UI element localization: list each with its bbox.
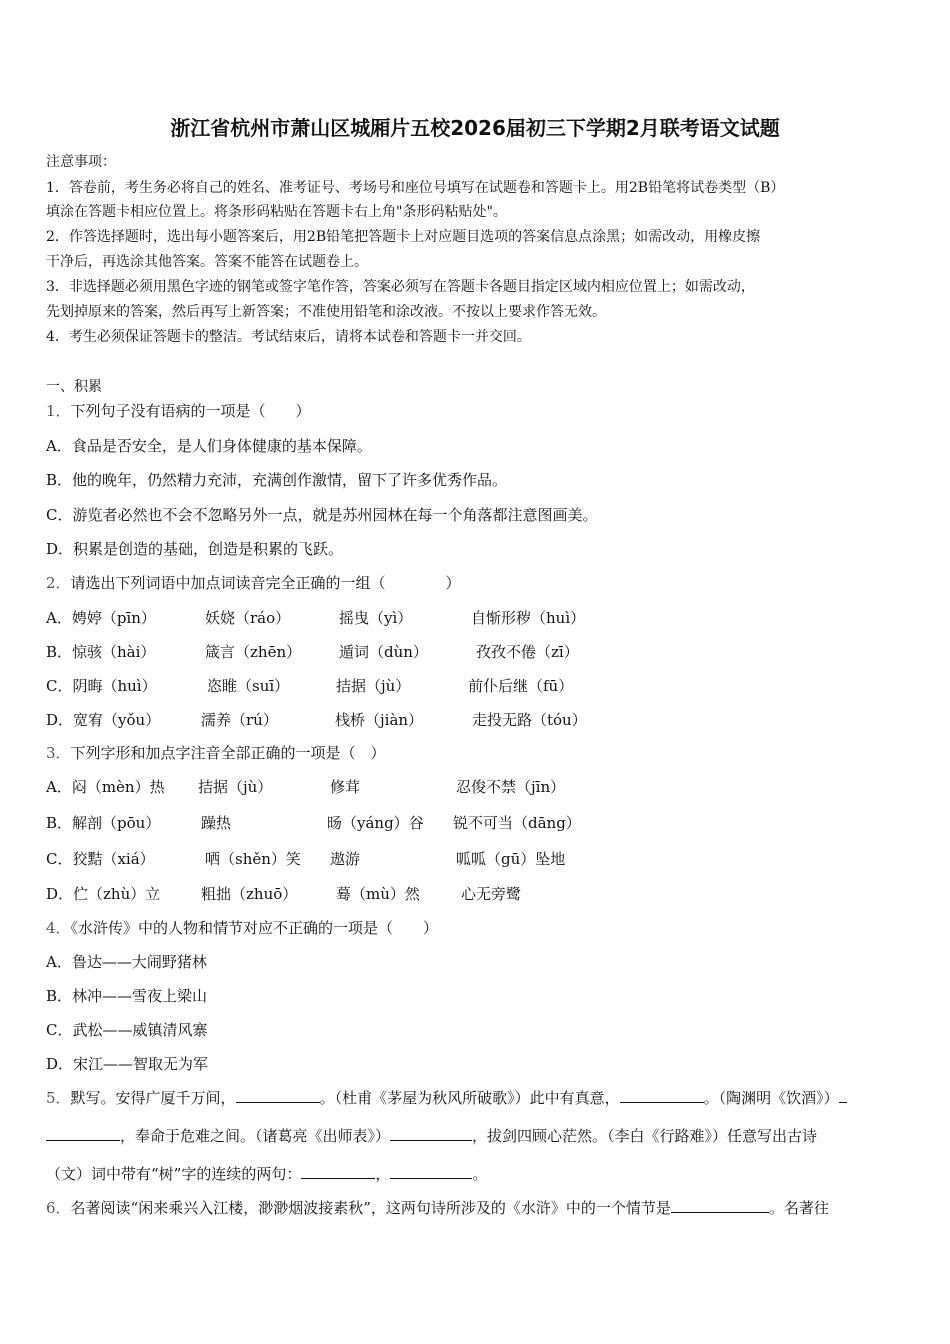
q2-a-word4: 自惭形秽（huì） xyxy=(471,609,586,627)
answer-blank[interactable] xyxy=(236,1088,320,1103)
question-4-stem xyxy=(46,918,438,938)
answer-blank[interactable] xyxy=(46,1126,120,1141)
q3-d-word1: D．伫（zhù）立 xyxy=(46,885,161,903)
question-number: 1． xyxy=(46,402,71,420)
q6-text: 。名著往 xyxy=(768,1199,829,1217)
q3-c-word1: C．狡黠（xiá） xyxy=(46,850,155,868)
q2-d-word3: 栈桥（jiàn） xyxy=(335,711,424,729)
q2-b-word3: 遁词（dùn） xyxy=(339,643,428,661)
notice-heading: 注意事项： xyxy=(46,154,116,170)
question-5-line-3 xyxy=(46,1164,487,1184)
answer-blank[interactable] xyxy=(390,1126,472,1141)
q1-option-b: B．他的晚年，仍然精力充沛，充满创作激情，留下了许多优秀作品。 xyxy=(46,471,508,489)
q5-text: 。（杜甫《茅屋为秋风所破歌》）此中有真意， xyxy=(319,1089,620,1107)
q5-text: 。（陶渊明《饮酒》） xyxy=(703,1089,839,1107)
q4-option-c: C．武松——威镇清风寨 xyxy=(46,1021,208,1039)
q3-a-word4: 忍俊不禁（jīn） xyxy=(456,778,566,796)
question-text: 《水浒传》中的人物和情节对应不正确的一项是（ ） xyxy=(70,919,439,937)
question-number: 2． xyxy=(46,574,71,592)
question-1-stem xyxy=(46,401,311,421)
question-5-line-2 xyxy=(46,1126,817,1146)
q2-c-word2: 恣睢（suī） xyxy=(207,677,290,695)
q2-d-word4: 走投无路（tóu） xyxy=(472,711,587,729)
q2-b-word2: 箴言（zhēn） xyxy=(205,643,302,661)
q3-a-word2: 拮据（jù） xyxy=(198,778,273,796)
q3-c-word4: 呱呱（gū）坠地 xyxy=(456,850,566,868)
answer-blank[interactable] xyxy=(301,1164,375,1179)
q3-d-word2: 粗拙（zhuō） xyxy=(201,885,298,903)
q5-text: 。 xyxy=(472,1165,488,1183)
notice-line: 3．非选择题必须用黑色字迹的钢笔或签字笔作答，答案必须写在答题卡各题目指定区域内相应位置上；如需改动， xyxy=(46,279,755,295)
q1-option-a: A．食品是否安全，是人们身体健康的基本保障。 xyxy=(46,437,372,455)
notice-line: 填涂在答题卡相应位置上。将条形码粘贴在答题卡右上角"条形码粘贴处"。 xyxy=(46,204,507,220)
section-heading: 一、积累 xyxy=(46,379,102,395)
question-5-line-1 xyxy=(46,1088,847,1108)
notice-line: 先划掉原来的答案，然后再写上新答案；不准使用铅笔和涂改液。不按以上要求作答无效。 xyxy=(46,304,606,320)
q1-option-c: C．游览者必然也不会不忽略另外一点，就是苏州园林在每一个角落都注意图画美。 xyxy=(46,506,598,524)
answer-blank[interactable] xyxy=(839,1088,847,1103)
q3-b-word2: 躁热 xyxy=(201,814,232,832)
q3-c-word2: 哂（shěn）笑 xyxy=(205,850,301,868)
q2-c-word4: 前仆后继（fū） xyxy=(468,677,574,695)
notice-line: 干净后，再选涂其他答案。答案不能答在试题卷上。 xyxy=(46,254,368,270)
q2-a-word1: A．娉婷（pīn） xyxy=(46,609,156,627)
q2-c-word1: C．阴晦（huì） xyxy=(46,677,157,695)
question-number: 5． xyxy=(46,1089,71,1107)
answer-blank[interactable] xyxy=(671,1198,769,1213)
question-2-stem xyxy=(46,573,461,593)
q3-d-word3: 蓦（mù）然 xyxy=(336,885,420,903)
notice-line: 2．作答选择题时，选出每小题答案后，用2B铅笔把答题卡上对应题目选项的答案信息点涂黑；如需改动，用橡皮擦 xyxy=(46,229,761,245)
q3-d-word4: 心无旁鹭 xyxy=(461,885,522,903)
question-number: 4． xyxy=(46,919,71,937)
q4-option-d: D．宋江——智取无为军 xyxy=(46,1055,209,1073)
question-text: 下列句子没有语病的一项是（ ） xyxy=(70,402,311,420)
q2-d-word2: 濡养（rú） xyxy=(201,711,278,729)
q3-c-word3: 遨游 xyxy=(330,850,361,868)
question-number: 3． xyxy=(46,744,71,762)
notice-line: 1．答卷前，考生务必将自己的姓名、准考证号、考场号和座位号填写在试题卷和答题卡上。用2B铅笔将试卷类型（B） xyxy=(46,180,785,196)
q3-b-word3: 旸（yáng）谷 xyxy=(327,814,424,832)
q5-text: ， xyxy=(375,1165,391,1183)
q6-text: 名著阅读“闲来乘兴入江楼，渺渺烟波接素秋”，这两句诗所涉及的《水浒》中的一个情节是 xyxy=(70,1199,671,1217)
question-text: 下列字形和加点字注音全部正确的一项是（ ） xyxy=(70,744,386,762)
q2-c-word3: 拮据（jù） xyxy=(336,677,411,695)
q2-d-word1: D．宽宥（yǒu） xyxy=(46,711,161,729)
q3-b-word4: 锐不可当（dāng） xyxy=(453,814,581,832)
q2-b-word1: B．惊骇（hài） xyxy=(46,643,156,661)
q1-option-d: D．积累是创造的基础，创造是积累的飞跃。 xyxy=(46,540,344,558)
question-text: 请选出下列词语中加点词读音完全正确的一组（ ） xyxy=(70,574,461,592)
page-title: 浙江省杭州市萧山区城厢片五校2026届初三下学期2月联考语文试题 xyxy=(170,116,780,140)
q5-text: ，拔剑四顾心茫然。（李白《行路难》）任意写出古诗 xyxy=(472,1127,818,1145)
q3-a-word3: 修茸 xyxy=(330,778,361,796)
q4-option-b: B．林冲——雪夜上梁山 xyxy=(46,987,208,1005)
answer-blank[interactable] xyxy=(390,1164,472,1179)
q3-a-word1: A．闷（mèn）热 xyxy=(46,778,165,796)
q5-text: （文）词中带有“树”字的连续的两句： xyxy=(46,1165,302,1183)
question-3-stem xyxy=(46,743,386,763)
question-number: 6． xyxy=(46,1199,71,1217)
q4-option-a: A．鲁达——大闹野猪林 xyxy=(46,953,207,971)
q2-a-word2: 妖娆（ráo） xyxy=(205,609,291,627)
q5-text: ，奉命于危难之间。（诸葛亮《出师表》） xyxy=(120,1127,391,1145)
q2-b-word4: 孜孜不倦（zī） xyxy=(476,643,579,661)
q3-b-word1: B．解剖（pōu） xyxy=(46,814,161,832)
answer-blank[interactable] xyxy=(620,1088,704,1103)
question-6-line-1 xyxy=(46,1198,829,1218)
q5-text: 默写。安得广厦千万间， xyxy=(70,1089,236,1107)
q2-a-word3: 摇曳（yì） xyxy=(339,609,413,627)
notice-line: 4．考生必须保证答题卡的整洁。考试结束后，请将本试卷和答题卡一并交回。 xyxy=(46,329,531,345)
